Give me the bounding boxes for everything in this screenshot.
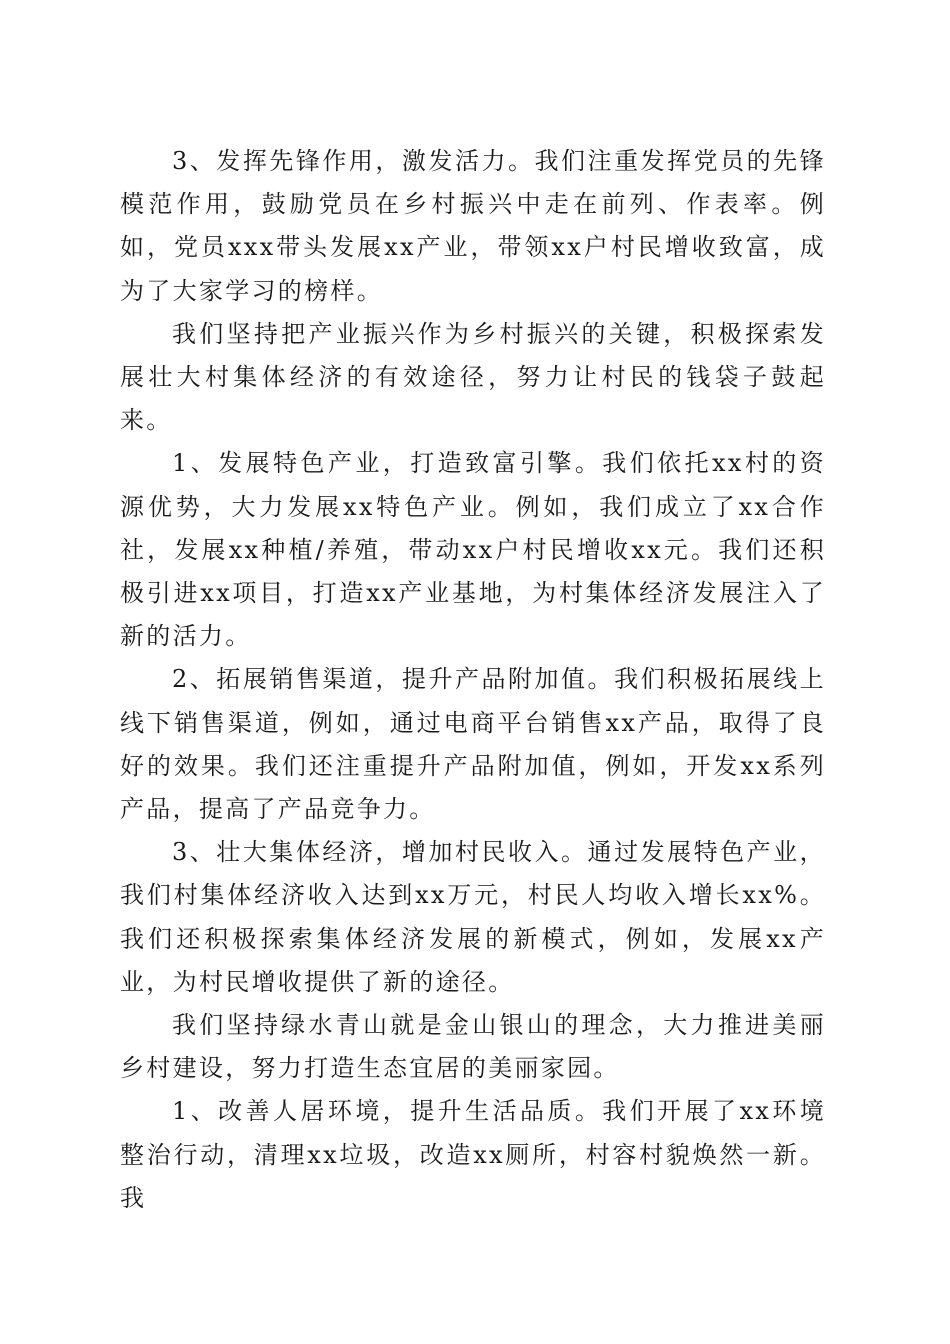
paragraph-special-industry: 1、发展特色产业，打造致富引擎。我们依托xx村的资源优势，大力发展xx特色产业。例如，我们成立了xx合作社，发展xx种植/养殖，带动xx户村民增收xx元。我们还积极引进xx项目，打造xx产业基地，为村集体经济发展注入了新的活力。: [120, 449, 826, 651]
paragraph-industry-intro: 我们坚持把产业振兴作为乡村振兴的关键，积极探索发展壮大村集体经济的有效途径，努力让村民的钱袋子鼓起来。: [120, 319, 826, 435]
document-body: [120, 140, 826, 1220]
paragraph-collective-economy: 3、壮大集体经济，增加村民收入。通过发展特色产业，我们村集体经济收入达到xx万元，村民人均收入增长xx%。我们还积极探索集体经济发展的新模式，例如，发展xx产业，为村民增收提供了新的途径。: [120, 838, 826, 996]
paragraph-pioneer-role: 3、发挥先锋作用，激发活力。我们注重发挥党员的先锋模范作用，鼓励党员在乡村振兴中走在前列、作表率。例如，党员xxx带头发展xx产业，带领xx户村民增收致富，成为了大家学习的榜样。: [120, 147, 826, 305]
paragraph-ecology-intro: 我们坚持绿水青山就是金山银山的理念，大力推进美丽乡村建设，努力打造生态宜居的美丽家园。: [120, 1011, 826, 1083]
paragraph-sales-channels: 2、拓展销售渠道，提升产品附加值。我们积极拓展线上线下销售渠道，例如，通过电商平台销售xx产品，取得了良好的效果。我们还注重提升产品附加值，例如，开发xx系列产品，提高了产品竞争力。: [120, 665, 826, 824]
paragraph-living-environment: 1、改善人居环境，提升生活品质。我们开展了xx环境整治行动，清理xx垃圾，改造xx厕所，村容村貌焕然一新。我: [120, 1097, 826, 1212]
